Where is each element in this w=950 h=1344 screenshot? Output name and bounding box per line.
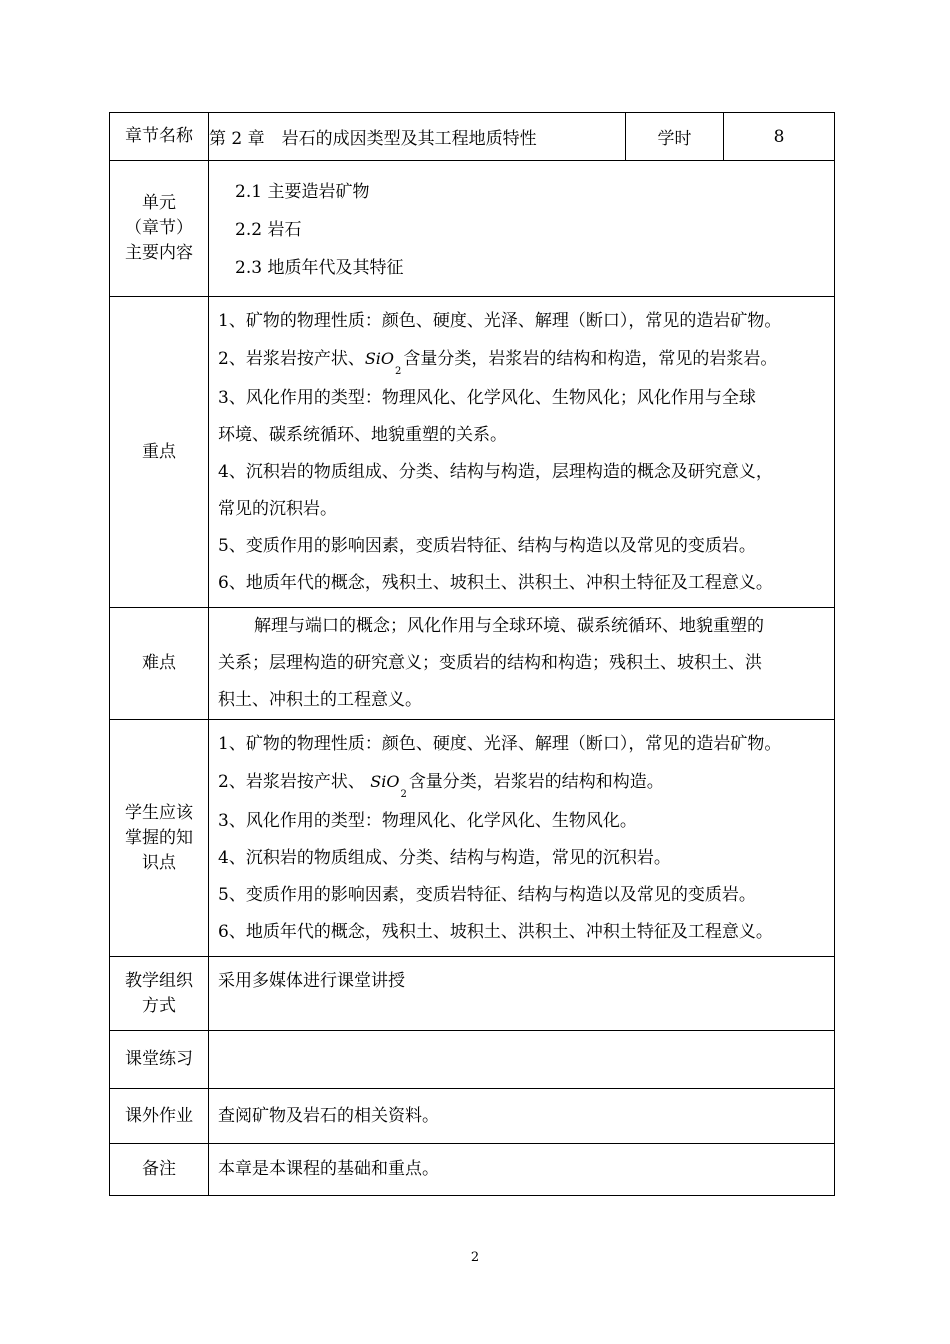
- lesson-plan-table: [109, 112, 835, 1196]
- key-point-line: 5、变质作用的影响因素，变质岩特征、结构与构造以及常见的变质岩。: [218, 535, 756, 556]
- homework-row: [110, 1089, 835, 1144]
- unit-content-list: [209, 161, 834, 287]
- teaching-method-value: 采用多媒体进行课堂讲授: [218, 971, 405, 991]
- knowledge-line: 4、沉积岩的物质组成、分类、结构与构造，常见的沉积岩。: [218, 847, 671, 868]
- unit-item: 2.1 主要造岩矿物: [235, 182, 370, 202]
- key-point-line-formula: 2、岩浆岩按产状、SiO$_2$含量分类，岩浆岩的结构和构造，常见的岩浆岩。: [218, 348, 778, 377]
- teaching-label-line: 方式: [142, 995, 176, 1016]
- page-number: 2: [470, 1250, 480, 1265]
- unit-content-row: [110, 161, 835, 297]
- class-practice-label: 课堂练习: [110, 1031, 209, 1089]
- key-point-line: 环境、碳系统循环、地貌重塑的关系。: [218, 424, 507, 445]
- unit-label-line: （章节）: [125, 218, 193, 238]
- difficulties-label: 难点: [110, 608, 209, 720]
- difficulties-text: [209, 608, 834, 719]
- key-point-line: 3、风化作用的类型：物理风化、化学风化、生物风化；风化作用与全球: [218, 387, 756, 408]
- teaching-method-label: [110, 957, 209, 1031]
- hours-label: 学时: [626, 113, 724, 161]
- remarks-row: [110, 1144, 835, 1196]
- sio2-formula: SiO: [364, 348, 395, 368]
- unit-label-line: 单元: [142, 193, 176, 213]
- unit-label-line: 主要内容: [125, 243, 193, 263]
- key-point-line: 常见的沉积岩。: [218, 498, 337, 519]
- key-points-row: [110, 297, 835, 608]
- knowledge-line: 5、变质作用的影响因素，变质岩特征、结构与构造以及常见的变质岩。: [218, 884, 756, 905]
- teaching-method-row: [110, 957, 835, 1031]
- sio2-subscript: 2: [400, 788, 407, 800]
- sio2-subscript: 2: [395, 365, 402, 377]
- difficulty-line: 解理与端口的概念；风化作用与全球环境、碳系统循环、地貌重塑的: [254, 616, 764, 636]
- homework-label: 课外作业: [110, 1089, 209, 1144]
- key-points-label: 重点: [110, 297, 209, 608]
- remarks-value: 本章是本课程的基础和重点。: [218, 1159, 439, 1179]
- key-points-text: [209, 303, 834, 602]
- key-point-line: 4、沉积岩的物质组成、分类、结构与构造，层理构造的概念及研究意义，: [218, 461, 773, 482]
- difficulty-line: 关系；层理构造的研究意义；变质岩的结构和构造；残积土、坡积土、洪: [218, 653, 762, 673]
- knowledge-line: 1、矿物的物理性质：颜色、硬度、光泽、解理（断口），常见的造岩矿物。: [218, 733, 782, 754]
- knowledge-points-row: [110, 720, 835, 957]
- knowledge-line: 3、风化作用的类型：物理风化、化学风化、生物风化。: [218, 810, 637, 831]
- knowledge-label-line: 学生应该: [125, 802, 193, 823]
- unit-item: 2.3 地质年代及其特征: [235, 258, 404, 278]
- key-point-line: 6、地质年代的概念，残积土、坡积土、洪积土、冲积土特征及工程意义。: [218, 572, 773, 593]
- teaching-label-line: 教学组织: [125, 970, 193, 991]
- chapter-label: 章节名称: [110, 113, 209, 161]
- unit-content-label: [110, 161, 209, 297]
- knowledge-points-label: [110, 720, 209, 957]
- unit-item: 2.2 岩石: [235, 220, 302, 240]
- knowledge-points-text: [209, 726, 834, 951]
- chapter-row: [110, 113, 835, 161]
- sio2-formula: SiO: [370, 771, 400, 791]
- homework-value: 查阅矿物及岩石的相关资料。: [218, 1105, 439, 1126]
- difficulties-row: [110, 608, 835, 720]
- remarks-label: 备注: [110, 1144, 209, 1196]
- knowledge-line-formula: 2、岩浆岩按产状、 SiO$_2$含量分类，岩浆岩的结构和构造。: [218, 771, 664, 800]
- key-point-line: 1、矿物的物理性质：颜色、硬度、光泽、解理（断口），常见的造岩矿物。: [218, 310, 782, 331]
- chapter-name: 第 2 章 岩石的成因类型及其工程地质特性: [209, 113, 626, 161]
- knowledge-label-line: 掌握的知: [125, 827, 193, 848]
- hours-value: 8: [724, 113, 835, 161]
- knowledge-label-line: 识点: [142, 852, 176, 873]
- knowledge-line: 6、地质年代的概念，残积土、坡积土、洪积土、冲积土特征及工程意义。: [218, 921, 773, 942]
- difficulty-line: 积土、冲积土的工程意义。: [218, 690, 422, 710]
- class-practice-row: [110, 1031, 835, 1089]
